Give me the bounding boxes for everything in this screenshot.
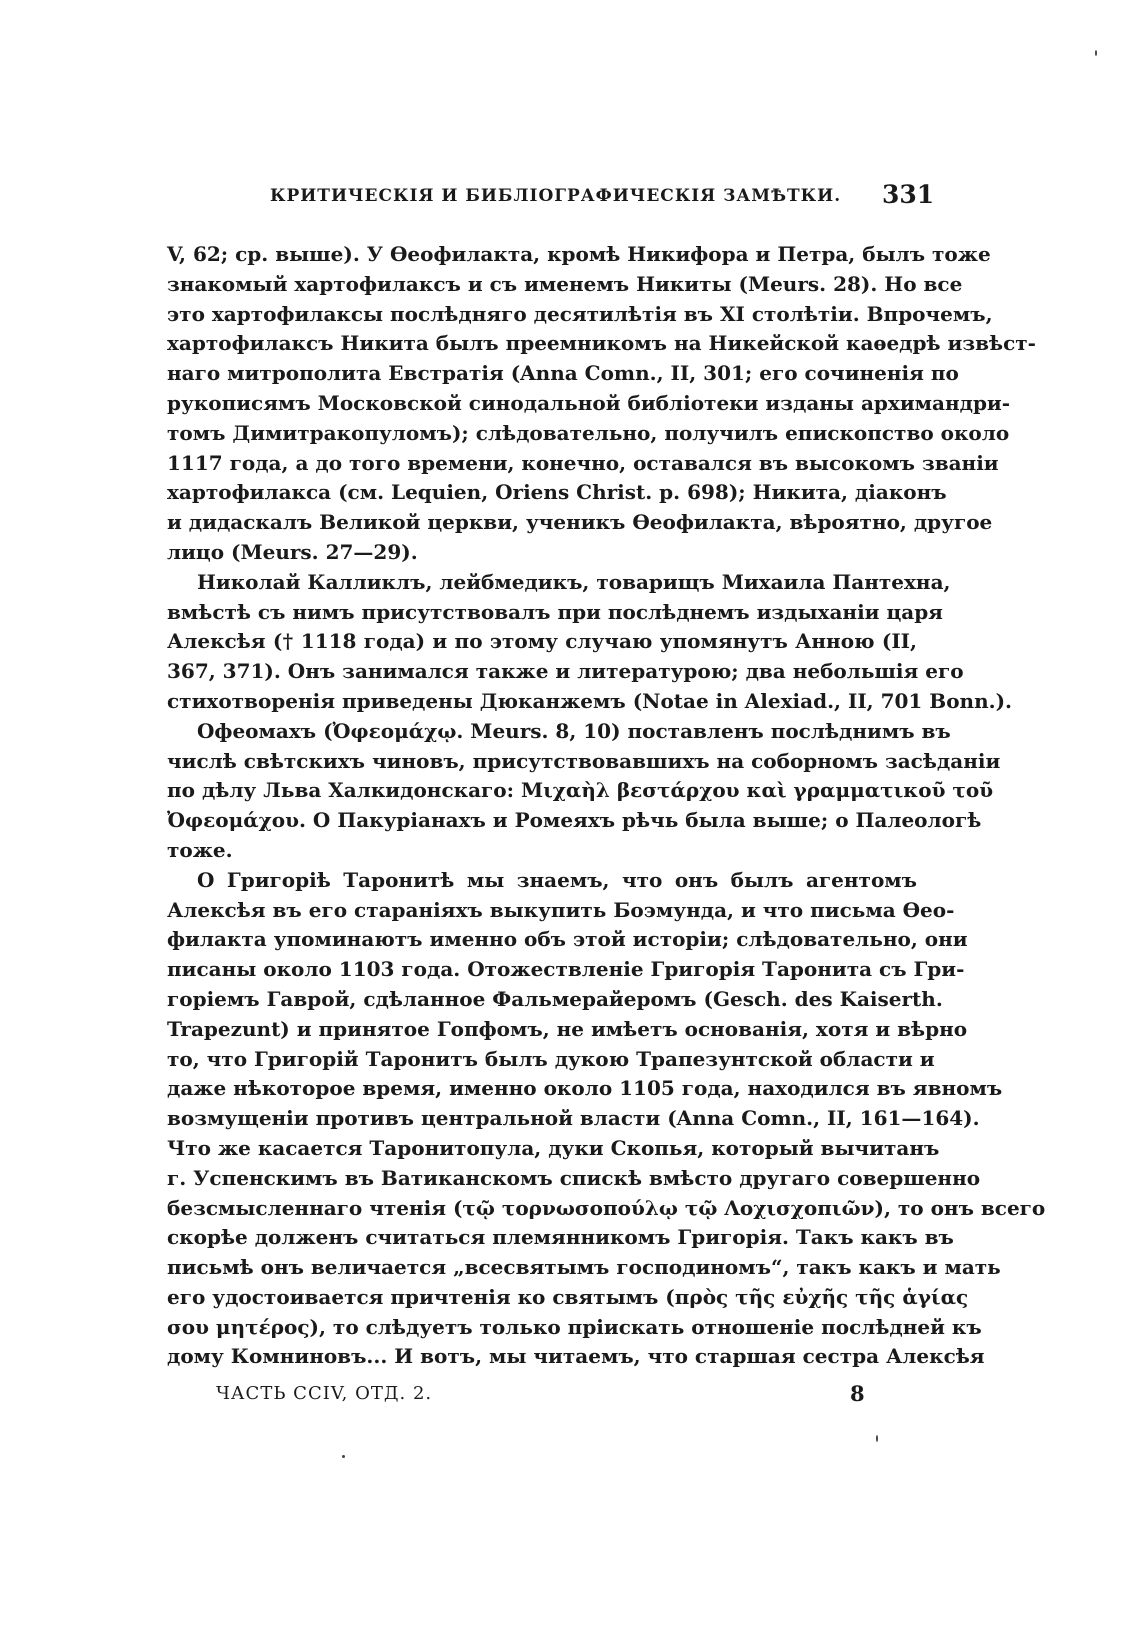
text-line: даже нѣкоторое время, именно около 1105 года, находился въ явномъ: [167, 1076, 1003, 1101]
text-line: томъ Димитракопуломъ); слѣдовательно, получилъ епископство около: [167, 420, 1010, 445]
part-label: ЧАСТЬ CCIV, ОТД. 2.: [216, 1383, 433, 1404]
text-line: Trapezunt) и принятое Гопфомъ, не имѣетъ основанія, хотя и вѣрно: [167, 1016, 968, 1041]
text-line: и дидаскалъ Великой церкви, ученикъ Өеофилакта, вѣроятно, другое: [167, 510, 993, 535]
text-line: рукописямъ Московской синодальной библіотеки изданы архимандри-: [167, 390, 1011, 415]
text-line: по дѣлу Льва Халкидонскаго: Μιχαὴλ βεστάρχου καὶ γραμματικοῦ τοῦ: [167, 778, 994, 803]
page-number: 331: [882, 180, 935, 209]
print-speck: [1095, 50, 1097, 56]
text-line: то, что Григорій Таронитъ былъ дукою Трапезунтской области и: [167, 1046, 935, 1071]
text-line: Николай Калликлъ, лейбмедикъ, товарищъ Михаила Пантехна,: [197, 569, 951, 594]
running-title: КРИТИЧЕСКІЯ И БИБЛІОГРАФИЧЕСКІЯ ЗАМѢТКИ.: [270, 186, 842, 206]
text-line: скорѣе долженъ считаться племянникомъ Григорія. Такъ какъ въ: [167, 1225, 954, 1250]
text-line: знакомый хартофилаксъ и съ именемъ Никиты (Meurs. 28). Но все: [167, 271, 963, 296]
print-speck: [342, 1455, 345, 1458]
text-line: 1117 года, а до того времени, конечно, оставался въ высокомъ званіи: [167, 450, 999, 475]
text-line: Ὀφεομάχου. О Пакуріанахъ и Ромеяхъ рѣчь была выше; о Палеологѣ: [167, 808, 982, 833]
text-line: Алексѣя († 1118 года) и по этому случаю упомянутъ Анною (II,: [167, 629, 917, 654]
text-line: возмущеніи противъ центральной власти (Anna Comn., II, 161—164).: [167, 1106, 980, 1131]
text-line: Офеомахъ (Ὀφεομάχῳ. Meurs. 8, 10) поставленъ послѣднимъ въ: [197, 718, 951, 743]
text-line: О Григоріѣ Таронитѣ мы знаемъ, что онъ былъ агентомъ: [197, 867, 917, 892]
text-line: писаны около 1103 года. Отожествленіе Григорія Таронита съ Гри-: [167, 957, 965, 982]
text-line: Что же касается Таронитопула, дуки Скопья, который вычитанъ: [167, 1135, 940, 1160]
text-line: хартофилаксъ Никита былъ преемникомъ на Никейской каѳедрѣ извѣст-: [167, 331, 1036, 356]
text-line: безсмысленнаго чтенія (τῷ τορνωσοπούλῳ τῷ Λοχισχοπιῶν), то онъ всего: [167, 1195, 1046, 1220]
text-line: горіемъ Гаврой, сдѣланное Фальмерайеромъ (Gesch. des Kaiserth.: [167, 986, 943, 1011]
text-line: хартофилакса (см. Lequien, Oriens Christ. p. 698); Никита, діаконъ: [167, 480, 947, 505]
text-line: дому Комниновъ... И вотъ, мы читаемъ, что старшая сестра Алексѣя: [167, 1344, 985, 1369]
text-line: наго митрополита Евстратія (Anna Comn., II, 301; его сочиненія по: [167, 361, 959, 386]
text-line: его удостоивается причтенія ко святымъ (πρὸς τῆς εὐχῆς τῆς ἁγίας: [167, 1284, 969, 1309]
text-line: письмѣ онъ величается „всесвятымъ господиномъ“, такъ какъ и мать: [167, 1255, 1001, 1280]
text-line: числѣ свѣтскихъ чиновъ, присутствовавшихъ на соборномъ засѣданіи: [167, 748, 1001, 773]
text-line: V, 62; ср. выше). У Өеофилакта, кромѣ Никифора и Петра, былъ тоже: [167, 242, 991, 266]
signature-mark: 8: [850, 1381, 865, 1406]
text-line: филакта упоминаютъ именно объ этой исторіи; слѣдовательно, они: [167, 927, 968, 952]
text-line: стихотворенія приведены Дюканжемъ (Notae in Alexiad., II, 701 Bonn.).: [167, 688, 1013, 713]
print-speck: [876, 1435, 878, 1442]
text-line: это хартофилаксы послѣдняго десятилѣтія въ XI столѣтіи. Впрочемъ,: [167, 301, 993, 326]
text-line: г. Успенскимъ въ Ватиканскомъ спискѣ вмѣсто другаго совершенно: [167, 1165, 981, 1190]
text-line: вмѣстѣ съ нимъ присутствовалъ при послѣднемъ издыханіи царя: [167, 599, 943, 624]
text-line: тоже.: [167, 837, 233, 862]
text-line: σου μητέρος), то слѣдуетъ только пріискать отношеніе послѣдней къ: [167, 1314, 982, 1339]
text-line: Алексѣя въ его стараніяхъ выкупить Боэмунда, и что письма Өео-: [167, 897, 955, 922]
text-line: лицо (Meurs. 27—29).: [167, 539, 418, 564]
text-line: 367, 371). Онъ занимался также и литературою; два небольшія его: [167, 659, 964, 684]
body-text: [167, 240, 1046, 1372]
